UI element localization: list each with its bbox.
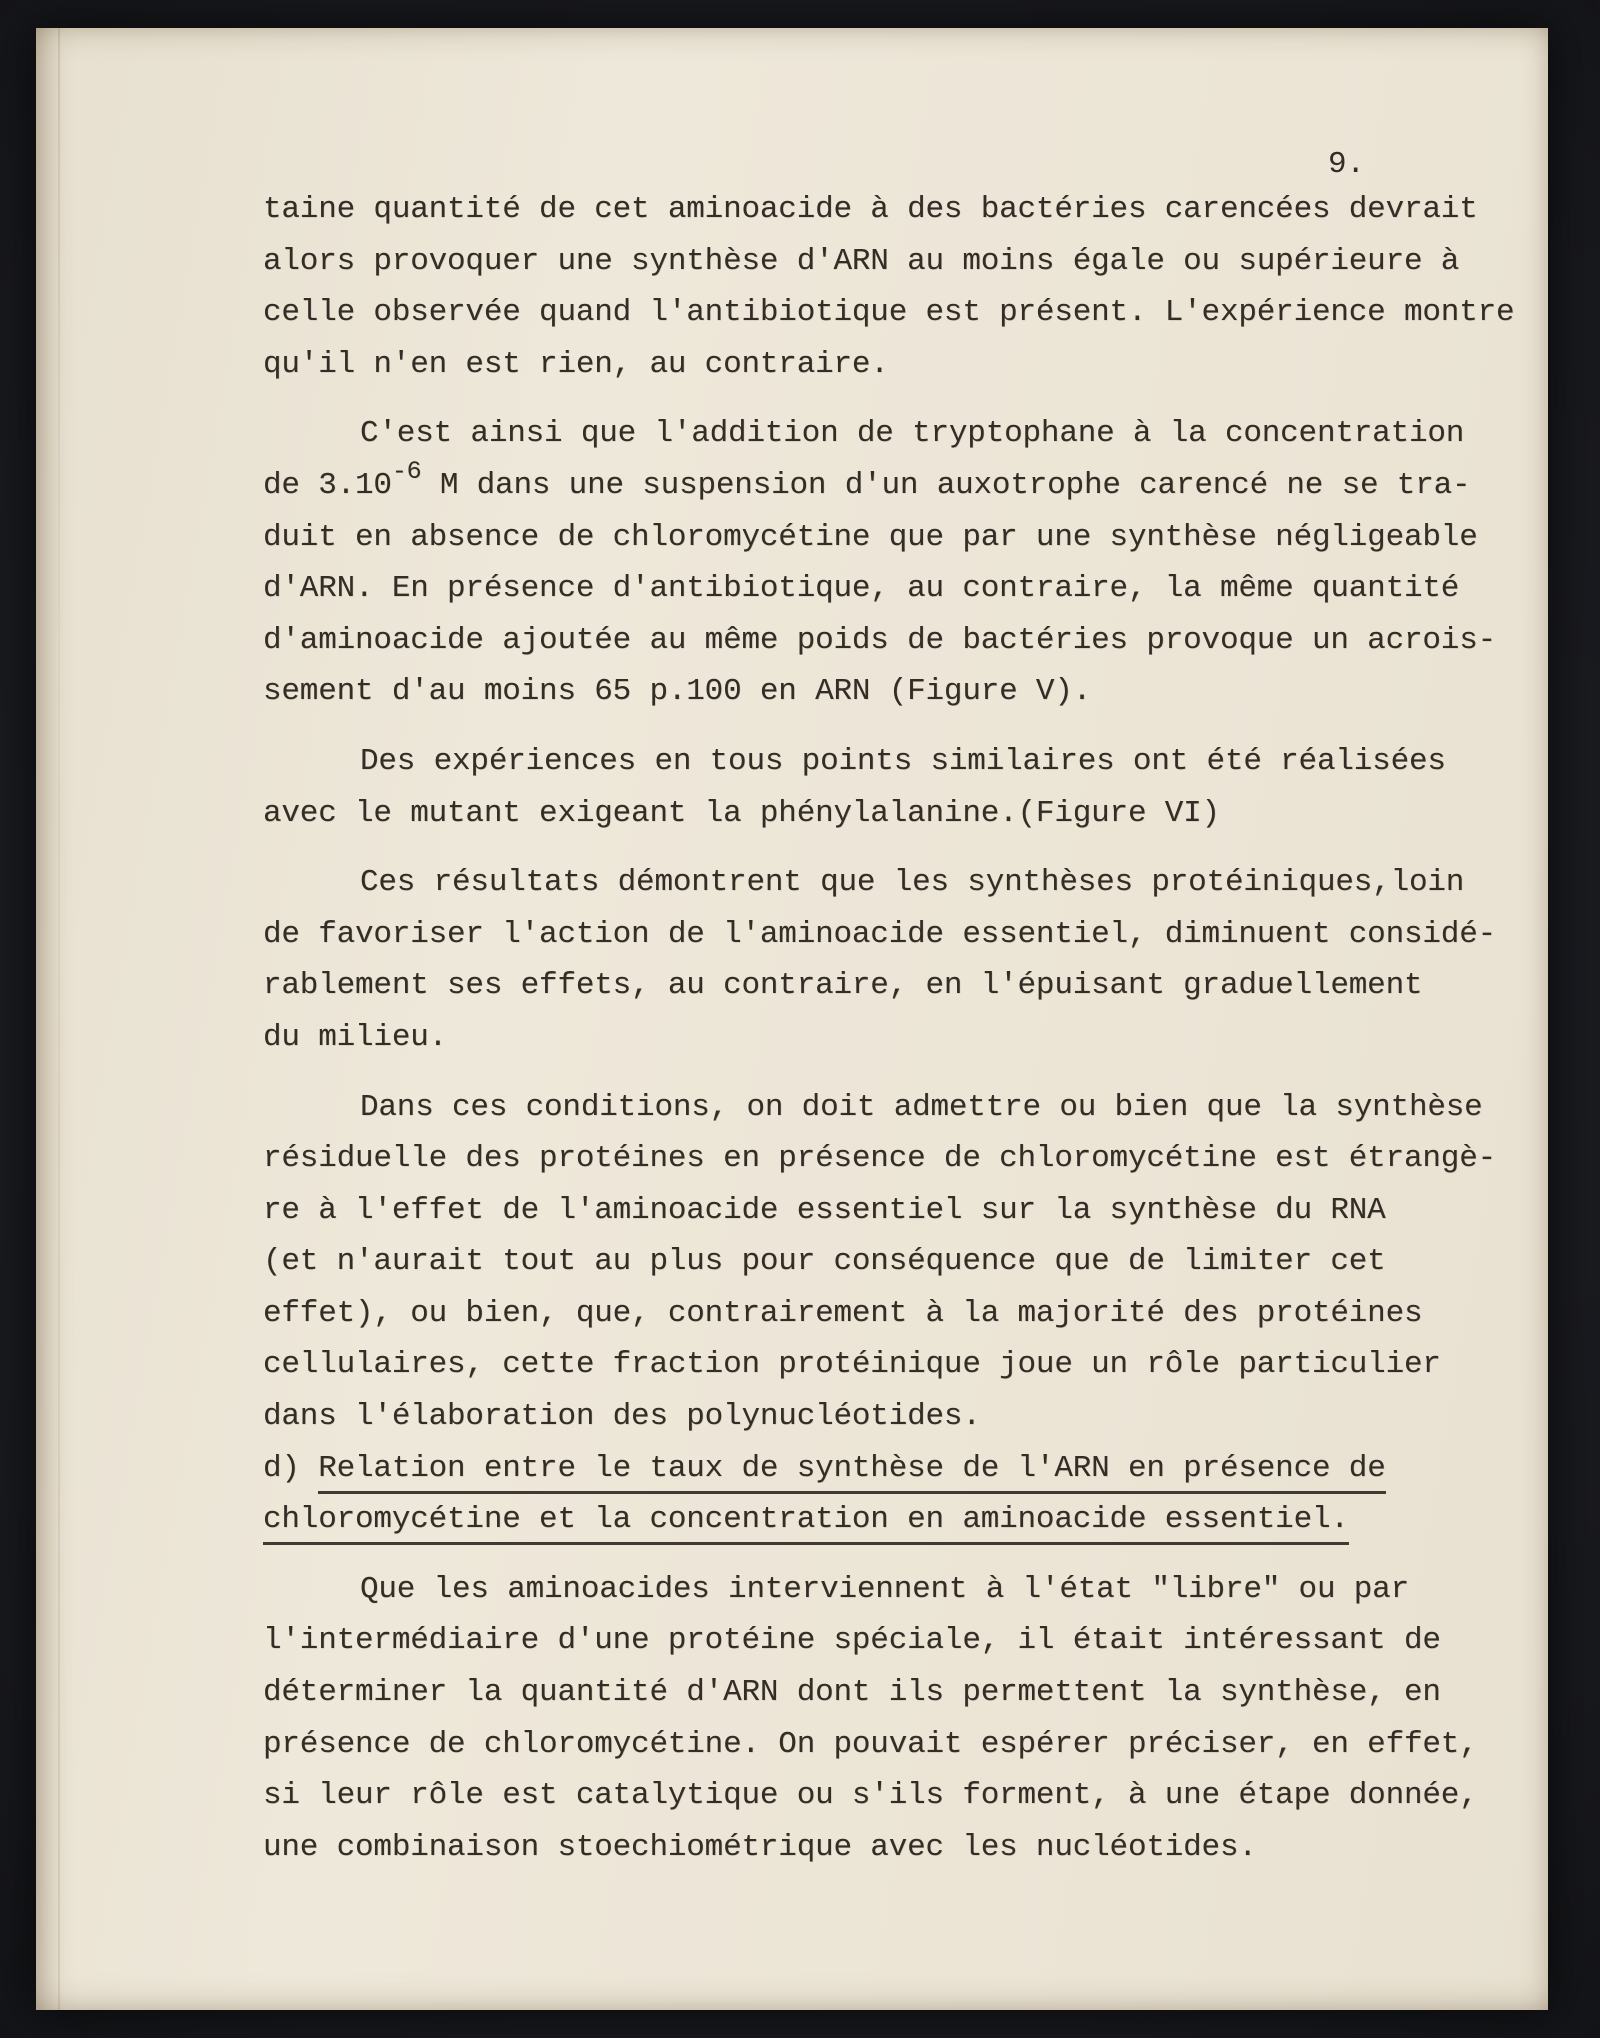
text-line: avec le mutant exigeant la phénylalanine.(Figure VI) — [263, 795, 1220, 831]
text-line: re à l'effet de l'aminoacide essentiel sur la synthèse du RNA — [263, 1192, 1386, 1228]
page-number: 9. — [1328, 147, 1365, 182]
text-line: cellulaires, cette fraction protéinique joue un rôle particulier — [263, 1347, 1441, 1383]
text-line: celle observée quand l'antibiotique est présent. L'expérience montre — [263, 295, 1515, 331]
text-line: duit en absence de chloromycétine que par une synthèse négligeable — [263, 519, 1478, 555]
text-block — [263, 184, 1518, 1873]
text-line: sement d'au moins 65 p.100 en ARN (Figure V). — [263, 674, 1092, 710]
text-line: d'ARN. En présence d'antibiotique, au contraire, la même quantité — [263, 571, 1460, 607]
paragraph — [263, 1564, 1518, 1874]
text-line: rablement ses effets, au contraire, en l'épuisant graduellement — [263, 968, 1423, 1004]
text-line: taine quantité de cet aminoacide à des bactéries carencées devrait — [263, 192, 1478, 227]
text-line: Que les aminoacides interviennent à l'état "libre" ou par — [360, 1571, 1409, 1607]
section-heading — [263, 1443, 1518, 1546]
text-line: Des expériences en tous points similaires ont été réalisées — [360, 743, 1446, 779]
text-line: d) Relation entre le taux de synthèse de l'ARN en présence de — [263, 1443, 1518, 1495]
text-line: alors provoquer une synthèse d'ARN au moins égale ou supérieure à — [263, 243, 1460, 279]
underlined-heading-text: Relation entre le taux de synthèse de l'ARN en présence de — [318, 1451, 1385, 1494]
superscript-exponent: -6 — [391, 456, 422, 486]
text-line: présence de chloromycétine. On pouvait espérer préciser, en effet, — [263, 1726, 1478, 1762]
text-line: C'est ainsi que l'addition de tryptophane à la concentration — [360, 416, 1465, 452]
text-line: de favoriser l'action de l'aminoacide essentiel, diminuent considé- — [263, 916, 1497, 952]
text-line — [263, 1494, 1518, 1546]
paragraph — [263, 1082, 1518, 1443]
text-line: effet), ou bien, que, contrairement à la majorité des protéines — [263, 1295, 1423, 1331]
text-line: (et n'aurait tout au plus pour conséquence que de limiter cet — [263, 1244, 1386, 1280]
paragraph — [263, 408, 1518, 718]
paragraph — [263, 184, 1518, 390]
paragraph — [263, 736, 1518, 839]
text-line: du milieu. — [263, 1019, 448, 1055]
text-line: Dans ces conditions, on doit admettre ou bien que la synthèse — [360, 1089, 1483, 1125]
text-line: si leur rôle est catalytique ou s'ils forment, à une étape donnée, — [263, 1778, 1478, 1814]
text-line: résiduelle des protéines en présence de chloromycétine est étrangè- — [263, 1141, 1497, 1177]
text-line: d'aminoacide ajoutée au même poids de bactéries provoque un acrois- — [263, 622, 1497, 658]
text-line: qu'il n'en est rien, au contraire. — [263, 346, 889, 382]
paragraph — [263, 857, 1518, 1063]
text-line: de 3.10-6 M dans une suspension d'un auxotrophe carencé ne se tra- — [263, 460, 1518, 512]
text-line: Ces résultats démontrent que les synthèses protéiniques,loin — [360, 865, 1465, 901]
document-page — [36, 28, 1548, 2010]
text-line: dans l'élaboration des polynucléotides. — [263, 1399, 981, 1435]
text-line: déterminer la quantité d'ARN dont ils permettent la synthèse, en — [263, 1675, 1441, 1711]
text-line: une combinaison stoechiométrique avec les nucléotides. — [263, 1829, 1257, 1865]
underlined-heading-text: chloromycétine et la concentration en aminoacide essentiel. — [263, 1502, 1349, 1545]
text-line: l'intermédiaire d'une protéine spéciale, il était intéressant de — [263, 1623, 1441, 1659]
